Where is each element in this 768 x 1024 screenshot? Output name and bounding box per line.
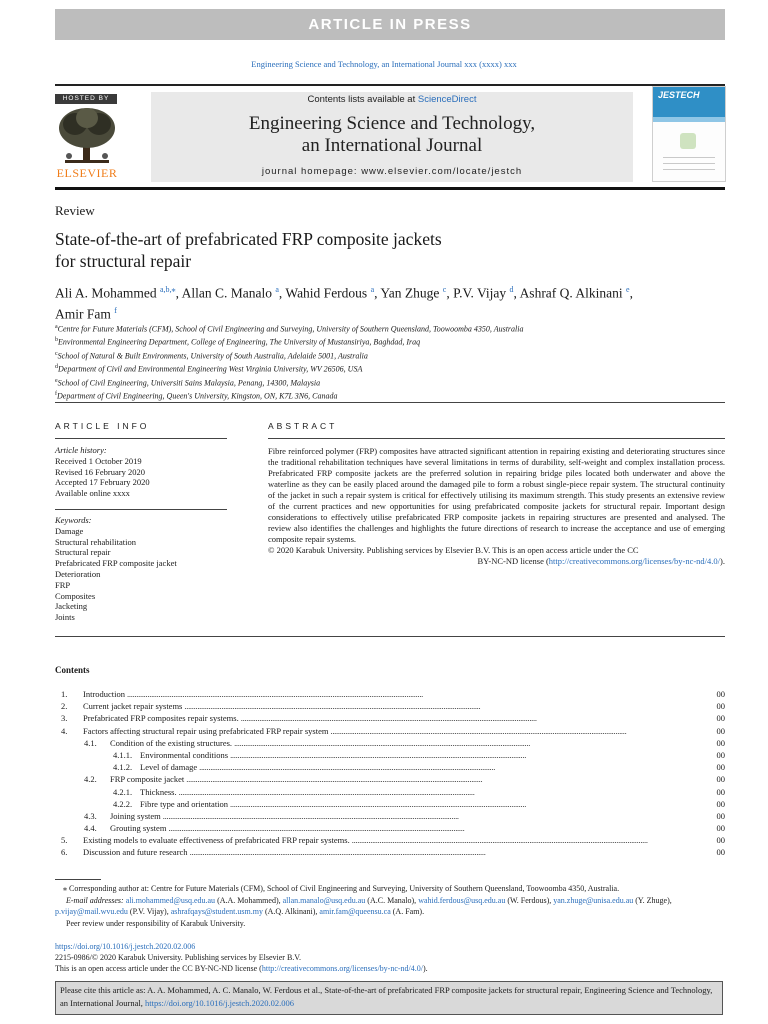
- affiliation-item: [55, 376, 725, 389]
- header-divider: [55, 84, 725, 86]
- toc-page: 00: [716, 823, 725, 834]
- toc-leader: [328, 725, 716, 737]
- email-link[interactable]: amir.fam@queensu.ca: [319, 907, 391, 916]
- history-item: Available online xxxx: [55, 488, 130, 499]
- affiliation-item: [55, 322, 725, 335]
- toc-page: 00: [716, 725, 725, 736]
- article-info-heading: ARTICLE INFO: [55, 421, 150, 431]
- affiliation-item: [55, 335, 725, 348]
- history-item: Revised 16 February 2020: [55, 466, 145, 477]
- affiliation-item: [55, 362, 725, 375]
- author-separator: ,: [629, 285, 633, 301]
- author-affiliation-marker[interactable]: f: [114, 305, 117, 315]
- author-affiliation-marker[interactable]: c: [442, 285, 447, 294]
- affiliation-marker: b: [55, 337, 58, 344]
- toc-page: 00: [716, 689, 725, 699]
- toc-number: 6.: [61, 847, 68, 858]
- doi-block: https://doi.org/10.1016/j.jestch.2020.02.006 2215-0986/© 2020 Karabuk University. Publishing services by Elsevier B.V. This is an open access article under the CC BY-NC-ND license (http://creativecommons.org/licenses/by-nc-nd/4.0/).: [55, 942, 428, 973]
- article-history: Article history: Received 1 October 2019 Revised 16 February 2020 Accepted 17 February 2020 Available online xxxx: [55, 445, 227, 499]
- toc-entry[interactable]: [55, 761, 725, 773]
- keyword-item: Damage: [55, 525, 84, 536]
- toc-entry[interactable]: [55, 712, 725, 724]
- toc-title[interactable]: Environmental conditions: [140, 749, 229, 760]
- toc-entry[interactable]: [55, 798, 725, 810]
- corresponding-line: [55, 883, 725, 895]
- toc-entry[interactable]: [55, 773, 725, 785]
- email-owner: (A.C. Manalo),: [365, 895, 419, 905]
- keyword-item: Deterioration: [55, 568, 101, 579]
- masthead-bottom-rule: [55, 187, 725, 190]
- oa-license-link[interactable]: http://creativecommons.org/licenses/by-nc-nd/4.0/: [261, 963, 423, 973]
- toc-leader: [184, 773, 716, 785]
- toc-entry[interactable]: [55, 834, 725, 846]
- peer-review-note: Peer review under responsibility of Karabuk University.: [66, 919, 246, 928]
- doi-link[interactable]: https://doi.org/10.1016/j.jestch.2020.02.006: [55, 942, 196, 951]
- section-divider-2: [55, 636, 725, 637]
- cover-seal-icon: [680, 133, 696, 149]
- toc-leader: [239, 712, 717, 724]
- keyword-item: Jacketing: [55, 601, 88, 612]
- elsevier-logo-text[interactable]: ELSEVIER: [56, 166, 118, 180]
- corresponding-author-note: [55, 883, 725, 918]
- toc-leader: [350, 834, 717, 846]
- article-title: State-of-the-art of prefabricated FRP composite jackets for structural repair: [55, 229, 442, 271]
- contents-available: Contents lists available at ScienceDirect: [307, 94, 477, 105]
- author-name[interactable]: Ali A. Mohammed: [55, 285, 157, 301]
- author-name[interactable]: Yan Zhuge: [380, 285, 440, 301]
- toc-page: 00: [716, 835, 725, 846]
- affiliation-marker: d: [55, 364, 58, 371]
- toc-leader: [188, 846, 717, 858]
- affiliation-text: Department of Civil Engineering, Queen's University, Kingston, ON, K7L 3N6, Canada: [57, 391, 338, 401]
- journal-title: Engineering Science and Technology, an International Journal: [248, 113, 536, 156]
- article-info-rule: [55, 438, 227, 439]
- toc-title[interactable]: Current jacket repair systems: [83, 701, 183, 712]
- toc-entry[interactable]: [55, 786, 725, 798]
- author-separator: ,: [513, 285, 520, 301]
- license-link[interactable]: http://creativecommons.org/licenses/by-nc-nd/4.0/: [548, 556, 721, 566]
- toc-entry[interactable]: [55, 822, 725, 834]
- toc-entry[interactable]: [55, 725, 725, 737]
- toc-page: 00: [716, 713, 725, 724]
- email-owner: (W. Ferdous),: [505, 895, 554, 905]
- toc-leader: [177, 786, 717, 798]
- section-divider: [55, 402, 725, 403]
- toc-leader: [232, 737, 716, 749]
- toc-title[interactable]: Grouting system: [110, 823, 167, 834]
- keyword-item: Prefabricated FRP composite jacket: [55, 558, 177, 569]
- toc-title[interactable]: Factors affecting structural repair using prefabricated FRP repair system: [83, 725, 329, 736]
- abstract-body: Fibre reinforced polymer (FRP) composites have attracted significant attention in repairing existing and deteriorating structures since the traditional rehabilitation techniques have several limitations in terms of durability, self-weight and complex installation process. Prefabricated FRP composite jackets are the preferred solution in repairing bridge piles located both underwater and above the waterline as they can be easily placed around the damaged pile to form a robust single-piece repair system. The structural continuity of the jacket in such a repair system is critical for effectively utilising its maximum strength. This study presents an extensive review of the current practices and new opportunities for using prefabricated composite jackets for structural repair. Important design considerations to effectively utilise prefabricated FRP composite jackets in repairing structures are presented and analysed. The review also identifies the challenges and highlights the future directions of research to increase the acceptance and use of emerging composite repair systems. © 2020 Karabuk University. Publishing services by Elsevier B.V. This is an open access article under the CC BY-NC-ND license (http://creativecommons.org/licenses/by-nc-nd/4.0/).: [268, 446, 725, 566]
- toc-number: 4.2.2.: [113, 798, 133, 809]
- toc-number: 4.3.: [84, 810, 97, 821]
- email-owner: (A.Q. Alkinani),: [262, 907, 320, 916]
- affiliation-item: [55, 349, 725, 362]
- toc-number: 4.1.: [84, 737, 97, 748]
- toc-page: 00: [716, 762, 725, 773]
- affiliation-marker: e: [55, 377, 58, 384]
- toc-leader: [197, 761, 716, 773]
- toc-title[interactable]: Existing models to evaluate effectiveness of prefabricated FRP repair systems.: [83, 835, 350, 846]
- toc-page: 00: [716, 737, 725, 748]
- table-of-contents: [55, 688, 725, 859]
- toc-page: 00: [716, 786, 725, 797]
- affiliation-item: [55, 389, 725, 402]
- keyword-item: Structural rehabilitation: [55, 536, 136, 547]
- toc-title[interactable]: Level of damage: [140, 762, 198, 773]
- contents-heading: Contents: [55, 665, 90, 675]
- author-affiliation-marker[interactable]: a: [370, 285, 375, 294]
- toc-entry[interactable]: [55, 810, 725, 822]
- author-name[interactable]: Allan C. Manalo: [181, 285, 272, 301]
- toc-page: 00: [716, 701, 725, 712]
- toc-number: 4.4.: [84, 823, 97, 834]
- toc-entry[interactable]: [55, 688, 725, 700]
- elsevier-tree-logo: [55, 106, 119, 164]
- toc-title[interactable]: Condition of the existing structures.: [110, 737, 233, 748]
- toc-number: 4.2.: [84, 774, 97, 785]
- author-affiliation-marker[interactable]: d: [509, 285, 514, 294]
- toc-number: 3.: [61, 713, 68, 724]
- email-link[interactable]: p.vijay@mail.wvu.edu: [55, 907, 128, 916]
- keyword-item: Joints: [55, 612, 75, 623]
- email-line: [55, 895, 725, 918]
- affiliation-text: Centre for Future Materials (CFM), School of Civil Engineering and Surveying, University of Southern Queensland, Toowoomba 4350, Australia: [57, 324, 524, 334]
- toc-title[interactable]: FRP composite jacket: [110, 774, 185, 785]
- toc-title[interactable]: Fibre type and orientation: [140, 798, 229, 809]
- toc-leader: [161, 810, 717, 822]
- hosted-by-label: HOSTED BY: [55, 94, 117, 104]
- author-affiliation-marker[interactable]: a,b,⁎: [160, 285, 176, 294]
- article-info-mid-rule: [55, 509, 227, 510]
- author-name[interactable]: Ashraf Q. Alkinani: [519, 285, 623, 301]
- email-link[interactable]: allan.manalo@usq.edu.au: [282, 895, 366, 905]
- toc-leader: [182, 700, 716, 712]
- toc-leader: [125, 688, 716, 700]
- toc-leader: [228, 798, 716, 810]
- toc-page: 00: [716, 749, 725, 760]
- toc-entry[interactable]: [55, 737, 725, 749]
- cite-doi-link[interactable]: https://doi.org/10.1016/j.jestch.2020.02.006: [144, 997, 295, 1008]
- journal-homepage[interactable]: journal homepage: www.elsevier.com/locate/jestch: [261, 166, 523, 177]
- corresponding-text: Corresponding author at: Centre for Future Materials (CFM), School of Civil Engineering and Surveying, University of Southern Queensland, Toowoomba 4350, Australia.: [69, 884, 620, 893]
- toc-number: 4.2.1.: [113, 786, 133, 797]
- keyword-item: FRP: [55, 579, 71, 590]
- toc-title[interactable]: Thickness.: [140, 786, 177, 797]
- toc-number: 2.: [61, 701, 68, 712]
- keywords: Keywords: Damage Structural rehabilitation Structural repair Prefabricated FRP composite jacket Deterioration FRP Composites Jacketing Joints: [55, 515, 227, 623]
- affiliation-text: School of Civil Engineering, Universiti Sains Malaysia, Penang, 14300, Malaysia: [57, 378, 321, 388]
- toc-title[interactable]: Discussion and future research: [83, 847, 188, 858]
- abstract-rule: [268, 438, 725, 439]
- email-link[interactable]: wahid.ferdous@usq.edu.au: [418, 895, 506, 905]
- toc-page: 00: [716, 774, 725, 785]
- author-affiliation-marker[interactable]: a: [275, 285, 279, 294]
- email-label: E-mail addresses:: [66, 895, 126, 905]
- article-type: Review: [55, 203, 95, 218]
- affiliation-marker: f: [55, 391, 57, 398]
- toc-number: 4.: [61, 725, 68, 736]
- email-owner: (A.A. Mohammed),: [215, 895, 283, 905]
- affiliation-text: Environmental Engineering Department, College of Engineering, The University of Mustansiriya, Baghdad, Iraq: [58, 338, 421, 348]
- affiliations: [55, 322, 725, 403]
- abstract-heading: ABSTRACT: [268, 421, 338, 431]
- email-owner: (A. Fam).: [390, 907, 425, 916]
- author-name[interactable]: Amir Fam: [55, 306, 111, 321]
- toc-title[interactable]: Joining system: [110, 810, 161, 821]
- author-separator: ,: [374, 285, 381, 301]
- toc-number: 4.1.2.: [113, 762, 133, 773]
- toc-title[interactable]: Introduction: [83, 689, 126, 699]
- toc-leader: [228, 749, 716, 761]
- affiliation-text: Department of Civil and Environmental Engineering West Virginia University, WV 26506, USA: [58, 365, 363, 375]
- history-item: Received 1 October 2019: [55, 455, 142, 466]
- sciencedirect-link[interactable]: ScienceDirect: [417, 94, 477, 105]
- keyword-item: Composites: [55, 590, 96, 601]
- email-link[interactable]: yan.zhuge@unisa.edu.au: [553, 895, 634, 905]
- email-owner: (P.V. Vijay),: [127, 907, 171, 916]
- email-owner: (Y. Zhuge),: [633, 895, 672, 905]
- footnote-rule: [55, 879, 101, 880]
- toc-entry[interactable]: [55, 846, 725, 858]
- author-separator: ,: [278, 285, 286, 301]
- toc-number: 1.: [61, 689, 68, 699]
- toc-entry[interactable]: [55, 749, 725, 761]
- author-name[interactable]: P.V. Vijay: [453, 285, 507, 301]
- cover-label: JESTECH: [658, 90, 700, 100]
- article-in-press-banner: ARTICLE IN PRESS: [55, 9, 725, 40]
- email-link[interactable]: ali.mohammed@usq.edu.au: [125, 895, 216, 905]
- affiliation-text: School of Natural & Built Environments, University of South Australia, Adelaide 5001, Australia: [57, 351, 368, 361]
- please-cite-box: Please cite this article as: A. A. Mohammed, A. C. Manalo, W. Ferdous et al., State-of-the-art of prefabricated FRP composite jackets for structural repair, Engineering Science and Technology, an International Journal, https://doi.org/10.1016/j.jestch.2020.02.006: [55, 981, 723, 1015]
- toc-number: 5.: [61, 835, 68, 846]
- author-separator: ,: [446, 285, 454, 301]
- toc-number: 4.1.1.: [113, 749, 133, 760]
- journal-citation-link[interactable]: Engineering Science and Technology, an International Journal xxx (xxxx) xxx: [251, 59, 517, 69]
- toc-page: 00: [716, 847, 725, 858]
- toc-page: 00: [716, 798, 725, 809]
- corresponding-marker: ⁎: [63, 884, 69, 893]
- toc-page: 00: [716, 810, 725, 821]
- toc-title[interactable]: Prefabricated FRP composites repair systems.: [83, 713, 239, 724]
- author-list: [55, 281, 725, 322]
- toc-entry[interactable]: [55, 700, 725, 712]
- author-affiliation-marker[interactable]: e: [626, 285, 630, 294]
- keyword-item: Structural repair: [55, 547, 111, 558]
- toc-leader: [166, 822, 716, 834]
- email-link[interactable]: ashrafqays@student.usm.my: [170, 907, 263, 916]
- history-item: Accepted 17 February 2020: [55, 477, 150, 488]
- journal-cover-thumbnail[interactable]: [652, 86, 726, 182]
- author-separator: ,: [175, 285, 182, 301]
- affiliation-marker: c: [55, 350, 58, 357]
- author-name[interactable]: Wahid Ferdous: [285, 285, 368, 301]
- affiliation-marker: a: [55, 324, 58, 330]
